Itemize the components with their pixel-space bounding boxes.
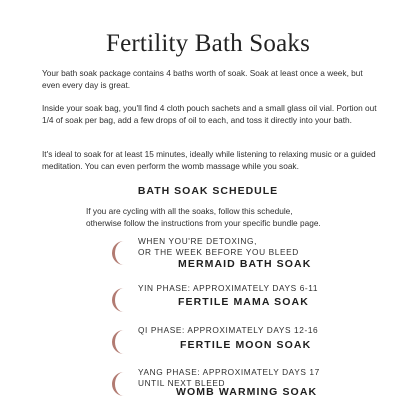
phase-line-2: OR THE WEEK BEFORE YOU BLEED bbox=[138, 247, 299, 257]
schedule-item-fertile-moon bbox=[108, 325, 398, 369]
schedule-item-soak-name: FERTILE MAMA SOAK bbox=[178, 296, 309, 308]
crescent-moon-icon bbox=[110, 240, 132, 266]
intro-paragraph-duration: It's ideal to soak for at least 15 minutes, ideally while listening to relaxing music or a guided meditation. You can even perform the womb massage while you soak. bbox=[42, 149, 376, 171]
page-title: Fertility Bath Soaks bbox=[106, 30, 310, 57]
phase-line-1: QI PHASE: APPROXIMATELY DAYS 12-16 bbox=[138, 325, 319, 335]
schedule-item-womb-warming bbox=[108, 367, 398, 411]
schedule-intro bbox=[86, 206, 386, 229]
phase-line-1: YIN PHASE: APPROXIMATELY DAYS 6-11 bbox=[138, 283, 319, 293]
crescent-moon-icon bbox=[110, 371, 132, 397]
crescent-moon-icon bbox=[110, 329, 132, 355]
schedule-item-phase bbox=[138, 236, 299, 258]
schedule-item-mermaid bbox=[108, 236, 398, 280]
schedule-intro-line-1: If you are cycling with all the soaks, follow this schedule, bbox=[86, 206, 293, 216]
schedule-item-soak-name: WOMB WARMING SOAK bbox=[176, 386, 318, 398]
schedule-item-soak-name: MERMAID BATH SOAK bbox=[178, 258, 312, 270]
intro-paragraph-package: Your bath soak package contains 4 baths worth of soak. Soak at least once a week, but even every day is great. bbox=[42, 68, 363, 90]
phase-line-1: YANG PHASE: APPROXIMATELY DAYS 17 bbox=[138, 367, 320, 377]
phase-line-2: UNTIL NEXT BLEED bbox=[138, 378, 226, 388]
schedule-item-phase bbox=[138, 283, 318, 294]
schedule-heading: BATH SOAK SCHEDULE bbox=[137, 185, 279, 197]
schedule-item-fertile-mama bbox=[108, 283, 398, 327]
phase-line-1: WHEN YOU'RE DETOXING, bbox=[138, 236, 257, 246]
schedule-intro-line-2: otherwise follow the instructions from your specific bundle page. bbox=[86, 217, 321, 228]
schedule-item-phase bbox=[138, 325, 318, 336]
schedule-item-soak-name: FERTILE MOON SOAK bbox=[180, 339, 312, 351]
intro-paragraph-portion: Inside your soak bag, you'll find 4 cloth pouch sachets and a small glass oil vial. Portion out 1/4 of soak per bag, add a few drops of oil to each, and toss it directly into your bath. bbox=[42, 103, 377, 125]
crescent-moon-icon bbox=[110, 287, 132, 313]
